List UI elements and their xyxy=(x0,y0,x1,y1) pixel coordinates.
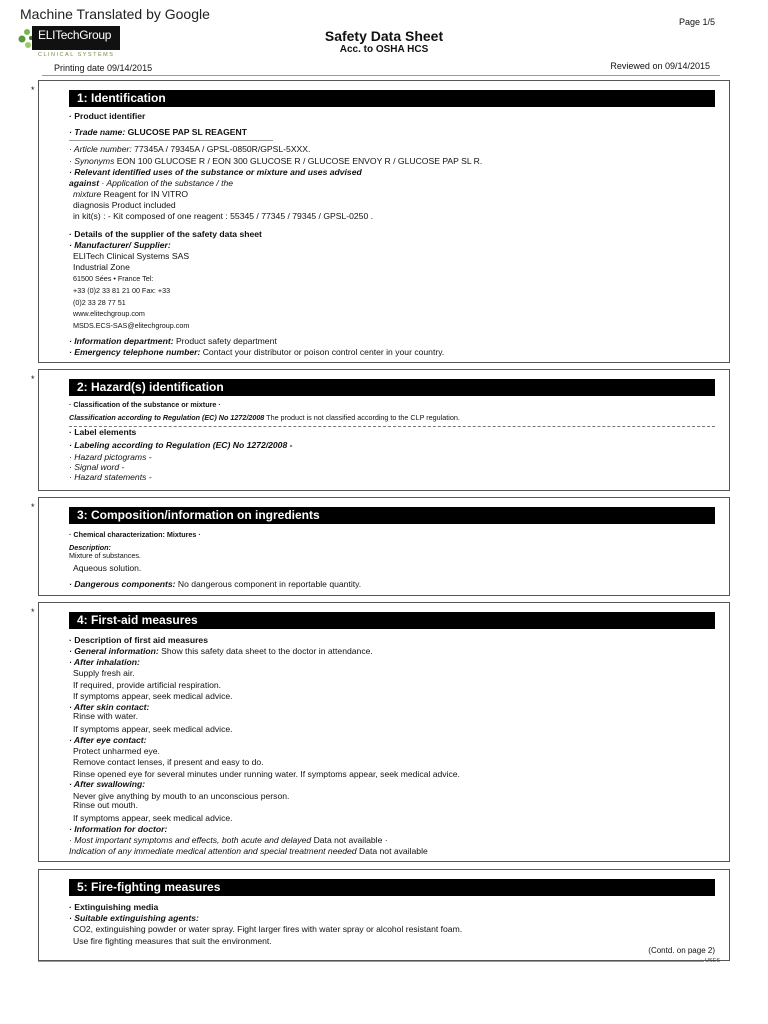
logo-subtext: CLINICAL SYSTEMS xyxy=(38,52,115,58)
section-first-aid xyxy=(31,602,730,862)
suitable-agents: · Suitable extinguishing agents: xyxy=(69,913,199,923)
footer-rule xyxy=(38,961,704,962)
section-heading: 2: Hazard(s) identification xyxy=(69,379,715,396)
machine-translated-note: Machine Translated by Google xyxy=(20,6,210,22)
company-phone: +33 (0)2 33 81 21 00 Fax: +33 xyxy=(73,286,171,295)
skin-line: If symptoms appear, seek medical advice. xyxy=(73,724,233,734)
chemical-characterization: · Chemical characterization: Mixtures · xyxy=(69,530,201,539)
dangerous-components: · Dangerous components: No dangerous component in reportable quantity. xyxy=(69,579,362,589)
swallow-line: Rinse out mouth. xyxy=(73,800,138,810)
section-hazards xyxy=(31,369,730,491)
change-marker: * xyxy=(31,607,35,617)
inhalation-line: If required, provide artificial respiration. xyxy=(73,680,222,690)
application: against · Application of the substance / the xyxy=(69,178,234,188)
header-rule xyxy=(42,75,720,76)
labeling-regulation: · Labeling according to Regulation (EC) No 1272/2008 - xyxy=(69,440,293,450)
hazard-pictograms: · Hazard pictograms - xyxy=(69,452,152,462)
emergency-phone: · Emergency telephone number: Contact your distributor or poison control center in your country. xyxy=(69,347,445,357)
section-heading: 5: Fire-fighting measures xyxy=(69,879,715,896)
change-marker: * xyxy=(31,502,35,512)
relevant-uses: · Relevant identified uses of the substance or mixture and uses advised xyxy=(69,167,362,177)
company-name: ELITech Clinical Systems SAS xyxy=(73,251,190,261)
continued-note: (Contd. on page 2) xyxy=(648,946,715,955)
logo-text: ELITechGroup xyxy=(38,28,112,42)
inhalation-line: Supply fresh air. xyxy=(73,668,135,678)
description-label: Description: xyxy=(69,543,111,552)
eye-line: Protect unharmed eye. xyxy=(73,746,160,756)
swallow-line: Never give anything by mouth to an unconscious person. xyxy=(73,791,290,801)
signal-word: · Signal word - xyxy=(69,462,125,472)
classification-label: · Classification of the substance or mixture · xyxy=(69,400,221,409)
kit-info: in kit(s) : - Kit composed of one reagent : 55345 / 77345 / 79345 / GPSL-0250 . xyxy=(73,211,374,221)
diagnosis: diagnosis Product included xyxy=(73,200,176,210)
divider xyxy=(69,140,273,141)
after-inhalation: · After inhalation: xyxy=(69,657,140,667)
extinguishing-media: · Extinguishing media xyxy=(69,902,159,912)
section-fire-fighting xyxy=(38,869,730,961)
section-heading: 4: First-aid measures xyxy=(69,612,715,629)
label-elements: · Label elements xyxy=(69,427,137,437)
region-code: USES xyxy=(705,958,720,964)
synonyms: · Synonyms EON 100 GLUCOSE R / EON 300 GLUCOSE R / GLUCOSE ENVOY R / GLUCOSE PAP SL R. xyxy=(69,156,483,166)
section-heading: 1: Identification xyxy=(69,90,715,107)
section-heading: 3: Composition/information on ingredients xyxy=(69,507,715,524)
general-information: · General information: Show this safety data sheet to the doctor in attendance. xyxy=(69,646,373,656)
printing-date: Printing date 09/14/2015 xyxy=(54,63,153,73)
first-aid-description: · Description of first aid measures xyxy=(69,635,208,645)
section-composition xyxy=(31,497,730,596)
manufacturer-label: · Manufacturer/ Supplier: xyxy=(69,240,171,250)
change-marker: * xyxy=(31,85,35,95)
hazard-statements: · Hazard statements - xyxy=(69,472,152,482)
trade-name: · Trade name: GLUCOSE PAP SL REAGENT xyxy=(69,127,247,137)
document-subtitle: Acc. to OSHA HCS xyxy=(339,44,429,55)
description-value: Mixture of substances. xyxy=(69,551,141,560)
information-department: · Information department: Product safety department xyxy=(69,336,277,346)
after-swallowing: · After swallowing: xyxy=(69,779,146,789)
page-number: Page 1/5 xyxy=(678,17,715,27)
company-address: 61500 Sées • France Tel: xyxy=(73,274,154,283)
inhalation-line: If symptoms appear, seek medical advice. xyxy=(73,691,233,701)
classification-regulation: Classification according to Regulation (EC) No 1272/2008 The product is not classified according to the CLP regulation. xyxy=(69,413,460,422)
change-marker: * xyxy=(31,374,35,384)
important-symptoms: · Most important symptoms and effects, both acute and delayed Data not available · xyxy=(69,835,388,845)
swallow-line: If symptoms appear, seek medical advice. xyxy=(73,813,233,823)
company-zone: Industrial Zone xyxy=(73,262,130,272)
eye-line: Remove contact lenses, if present and easy to do. xyxy=(73,757,264,767)
product-identifier-label: · Product identifier xyxy=(69,111,146,121)
document-title: Safety Data Sheet xyxy=(324,28,444,44)
article-number: · Article number: 77345A / 79345A / GPSL-0850R/GPSL-5XXX. xyxy=(69,144,311,154)
eye-line: Rinse opened eye for several minutes under running water. If symptoms appear, seek medical advice. xyxy=(73,769,460,779)
company-email: MSDS.ECS-SAS@elitechgroup.com xyxy=(73,321,190,330)
company-website: www.elitechgroup.com xyxy=(73,309,145,318)
reviewed-date: Reviewed on 09/14/2015 xyxy=(610,61,710,71)
suitable-line: Use fire fighting measures that suit the environment. xyxy=(73,936,272,946)
aqueous-solution: Aqueous solution. xyxy=(73,563,142,573)
mixture-use: mixture Reagent for IN VITRO xyxy=(73,189,189,199)
after-skin-contact: · After skin contact: xyxy=(69,702,150,712)
skin-line: Rinse with water. xyxy=(73,711,138,721)
supplier-details: · Details of the supplier of the safety data sheet xyxy=(69,229,262,239)
immediate-attention: Indication of any immediate medical attention and special treatment needed Data not available xyxy=(69,846,428,856)
information-for-doctor: · Information for doctor: xyxy=(69,824,168,834)
section-identification xyxy=(31,80,730,363)
suitable-line: CO2, extinguishing powder or water spray. Fight larger fires with water spray or alcohol resistant foam. xyxy=(73,924,463,934)
dashed-divider xyxy=(69,426,715,427)
company-fax: (0)2 33 28 77 51 xyxy=(73,298,126,307)
after-eye-contact: · After eye contact: xyxy=(69,735,147,745)
